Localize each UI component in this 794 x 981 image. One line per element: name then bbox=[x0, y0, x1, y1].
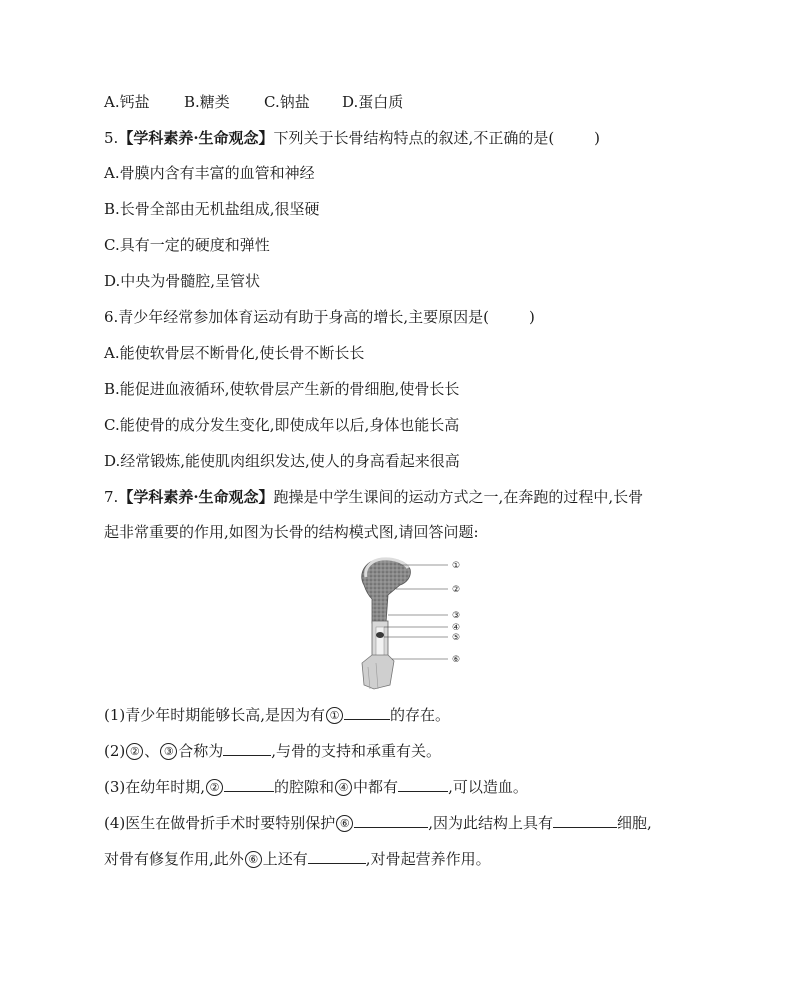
q7-sub2 bbox=[104, 739, 441, 761]
q6-option-b: B.能促进血液循环,使软骨层产生新的骨细胞,使骨长长 bbox=[104, 380, 460, 398]
q6-option-d: D.经常锻炼,能使肌肉组织发达,使人的身高看起来很高 bbox=[104, 452, 460, 470]
q7-sub3-mid2: 中都有 bbox=[353, 778, 399, 796]
long-bone-diagram bbox=[350, 555, 480, 693]
q7-sub4-line1 bbox=[104, 811, 652, 833]
label-3: ③ bbox=[452, 611, 461, 621]
q7-sub1 bbox=[104, 703, 450, 725]
q7-sub3 bbox=[104, 775, 528, 797]
q6-stem bbox=[104, 307, 535, 327]
label-6: ⑥ bbox=[452, 655, 461, 665]
q7-sub2-prefix: (2) bbox=[104, 742, 126, 760]
periosteum bbox=[362, 655, 394, 689]
q5-tag: 【学科素养·生命观念】 bbox=[118, 129, 274, 147]
q5-stem-text: 下列关于长骨结构特点的叙述,不正确的是( bbox=[273, 129, 555, 147]
q4-options bbox=[104, 92, 403, 112]
q7-sub4-blank2[interactable] bbox=[553, 811, 617, 828]
q7-number: 7. bbox=[104, 488, 119, 506]
q7-sub2-ref2: ③ bbox=[160, 743, 177, 760]
q7-sub3-blank1[interactable] bbox=[224, 775, 274, 792]
q7-stem-line2: 起非常重要的作用,如图为长骨的结构模式图,请回答问题: bbox=[104, 523, 479, 541]
q5-stem bbox=[104, 128, 600, 148]
q4-option-d: D.蛋白质 bbox=[342, 93, 404, 111]
q7-sub4-tail: 细胞, bbox=[617, 814, 652, 832]
q7-sub1-tail: 的存在。 bbox=[390, 706, 451, 724]
q7-sub4-blank3[interactable] bbox=[308, 847, 366, 864]
q5-option-a: A.骨膜内含有丰富的血管和神经 bbox=[104, 164, 315, 182]
q5-option-d: D.中央为骨髓腔,呈管状 bbox=[104, 272, 261, 290]
q7-sub4-mid: ,因为此结构上具有 bbox=[428, 814, 554, 832]
label-4: ④ bbox=[452, 623, 461, 633]
q5-option-b: B.长骨全部由无机盐组成,很坚硬 bbox=[104, 200, 320, 218]
q6-option-c: C.能使骨的成分发生变化,即使成年以后,身体也能长高 bbox=[104, 416, 460, 434]
q7-sub3-ref2: ④ bbox=[335, 779, 352, 796]
label-1: ① bbox=[452, 561, 461, 571]
q5-close: ) bbox=[594, 129, 601, 147]
q7-sub3-text: (3)在幼年时期, bbox=[104, 778, 206, 796]
q7-sub2-text: 合称为 bbox=[178, 742, 224, 760]
q7-sub2-sep: 、 bbox=[144, 742, 160, 760]
q7-sub2-ref1: ② bbox=[126, 743, 143, 760]
q7-sub4-line2 bbox=[104, 847, 491, 869]
q6-close: ) bbox=[528, 308, 535, 326]
q7-sub4-blank1[interactable] bbox=[354, 811, 428, 828]
q5-option-c: C.具有一定的硬度和弹性 bbox=[104, 236, 270, 254]
q7-sub1-text: (1)青少年时期能够长高,是因为有 bbox=[104, 706, 326, 724]
label-2: ② bbox=[452, 585, 461, 595]
q7-sub4-line2-tail: ,对骨起营养作用。 bbox=[365, 850, 491, 868]
bone-head bbox=[362, 558, 411, 623]
q4-option-b: B.糖类 bbox=[184, 93, 230, 111]
q7-sub2-tail: ,与骨的支持和承重有关。 bbox=[271, 742, 442, 760]
q4-option-a: A.钙盐 bbox=[104, 93, 150, 111]
q7-stem-line1 bbox=[104, 487, 643, 507]
q7-sub4-line2-mid: 上还有 bbox=[262, 850, 308, 868]
q7-sub4-ref2: ⑥ bbox=[245, 851, 262, 868]
q7-tag: 【学科素养·生命观念】 bbox=[118, 488, 274, 506]
q6-option-a: A.能使软骨层不断骨化,使长骨不断长长 bbox=[104, 344, 365, 362]
q7-sub1-blank[interactable] bbox=[344, 703, 390, 720]
q7-sub4-line2-text: 对骨有修复作用,此外 bbox=[104, 850, 244, 868]
q7-sub2-blank[interactable] bbox=[223, 739, 271, 756]
q4-option-c: C.钠盐 bbox=[264, 93, 310, 111]
q7-sub4-text: (4)医生在做骨折手术时要特别保护 bbox=[104, 814, 336, 832]
q5-number: 5. bbox=[104, 129, 119, 147]
label-5: ⑤ bbox=[452, 633, 461, 643]
q7-sub3-tail: ,可以造血。 bbox=[448, 778, 528, 796]
q6-stem-text: 6.青少年经常参加体育运动有助于身高的增长,主要原因是( bbox=[104, 308, 489, 326]
q7-sub1-ref: ① bbox=[326, 707, 343, 724]
q7-sub3-ref1: ② bbox=[206, 779, 223, 796]
q7-sub3-mid: 的腔隙和 bbox=[274, 778, 335, 796]
marrow-cut bbox=[376, 632, 384, 638]
q7-stem-text: 跑操是中学生课间的运动方式之一,在奔跑的过程中,长骨 bbox=[273, 488, 644, 506]
q7-sub3-blank2[interactable] bbox=[398, 775, 448, 792]
q7-sub4-ref1: ⑥ bbox=[336, 815, 353, 832]
